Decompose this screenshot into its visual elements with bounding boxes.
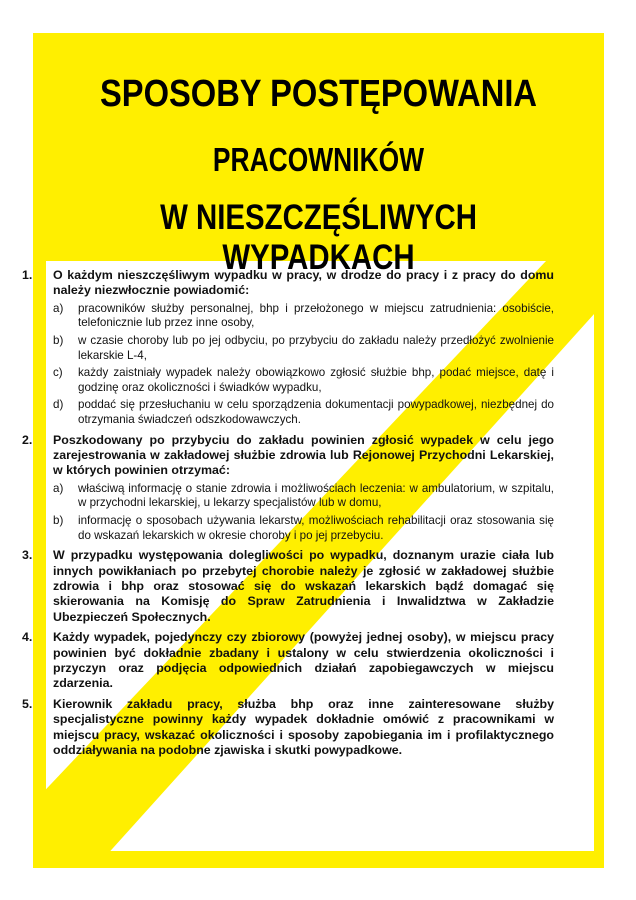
sub-item-letter: b) [53, 513, 64, 527]
sub-item-letter: d) [53, 398, 64, 412]
item-lead-text: Poszkodowany po przybyciu do zakładu powinien zgłosić wypadek w celu jego zarejestrowania w zakładowej służbie zdrowia lub Rejonowej Przychodni Lekarskiej, w których powinien otrzymać: [53, 432, 554, 478]
item-number: 1. [22, 268, 33, 282]
title-line-2: PRACOWNIKÓW [212, 141, 425, 178]
list-item [22, 630, 554, 692]
sign-header [33, 33, 604, 277]
sub-item [53, 302, 554, 331]
sub-item [53, 514, 554, 543]
sub-item-text: w czasie choroby lub po jej odbyciu, po przybyciu do zakładu należy przedłożyć zwolnienie lekarskie L-4, [78, 334, 554, 362]
sub-item-text: poddać się przesłuchaniu w celu sporządzenia dokumentacji powypadkowej, niezbędnej do otrzymania świadczeń odszkodowawczych. [78, 398, 554, 426]
sub-item-text: każdy zaistniały wypadek należy obowiązkowo zgłosić służbie bhp, podać miejsce, datę i godzinę oraz okoliczności i świadków wypadku, [78, 366, 554, 394]
sub-item-text: informację o sposobach używania lekarstw, możliwościach rehabilitacji oraz stosowania się do wskazań lekarskich w okresie choroby i po jej przebyciu. [78, 513, 554, 542]
right-frame-band [594, 261, 604, 868]
item-body [53, 433, 554, 544]
sub-item [53, 482, 554, 511]
list-item [22, 433, 554, 544]
sub-item [53, 366, 554, 395]
sub-item-text: właściwą informację o stanie zdrowia i możliwościach leczenia: w ambulatorium, w szpitalu, w przychodni lekarskiej, u lekarzy specjalistów lub w domu, [78, 481, 554, 510]
list-item [22, 548, 554, 625]
sub-item-letter: b) [53, 334, 64, 347]
list-item [22, 268, 554, 428]
item-body [53, 548, 554, 625]
item-number: 2. [22, 432, 33, 447]
item-lead-text: W przypadku występowania dolegliwości po wypadku, doznanym urazie ciała lub innych powikłaniach po przebytej chorobie należy je zgłosić w zakładowej służbie zdrowia i bhp oraz stosować się do wskazań lekarskich bądź domagać się skierowania na Komisję do Spraw Zatrudnienia i Inwalidztwa w Zakładzie Ubezpieczeń Społecznych. [53, 548, 554, 624]
sub-item [53, 398, 554, 427]
item-number: 3. [22, 548, 33, 563]
item-lead-text: O każdym nieszczęśliwym wypadku w pracy, w drodze do pracy i z pracy do domu należy niezwłocznie powiadomić: [53, 268, 554, 298]
item-body [53, 697, 554, 759]
procedure-list [22, 268, 554, 763]
sub-item [53, 334, 554, 363]
item-number: 4. [22, 630, 33, 645]
list-item [22, 697, 554, 759]
sub-item-letter: a) [53, 481, 64, 495]
sub-item-letter: c) [53, 366, 63, 380]
title-line-1: SPOSOBY POSTĘPOWANIA [99, 73, 538, 115]
bottom-frame-band [33, 851, 604, 868]
item-lead-text: Każdy wypadek, pojedynczy czy zbiorowy (powyżej jednej osoby), w miejscu pracy powinien być dokładnie zbadany i ustalony w celu stwierdzenia okoliczności i przyczyn oraz podjęcia odpowiednich działań zapobiegawczych w miejscu zdarzenia. [53, 630, 554, 691]
sub-item-text: pracowników służby personalnej, bhp i przełożonego w miejscu zatrudnienia: osobiście, telefonicznie lub przez inne osoby, [78, 301, 554, 330]
item-lead-text: Kierownik zakładu pracy, służba bhp oraz inne zainteresowane służby specjalistyczne powinny każdy wypadek dokładnie omówić z pracownikami w miejscu pracy, wskazać okoliczności i sposoby zapobiegania im i profilaktycznego oddziaływania na podobne zjawiska i skutki powypadkowe. [53, 696, 554, 758]
sub-item-letter: a) [53, 301, 64, 315]
item-body [53, 268, 554, 428]
item-number: 5. [22, 696, 33, 711]
title-line-3: W NIESZCZĘŚLIWYCH WYPADKACH [160, 198, 477, 277]
item-body [53, 630, 554, 692]
